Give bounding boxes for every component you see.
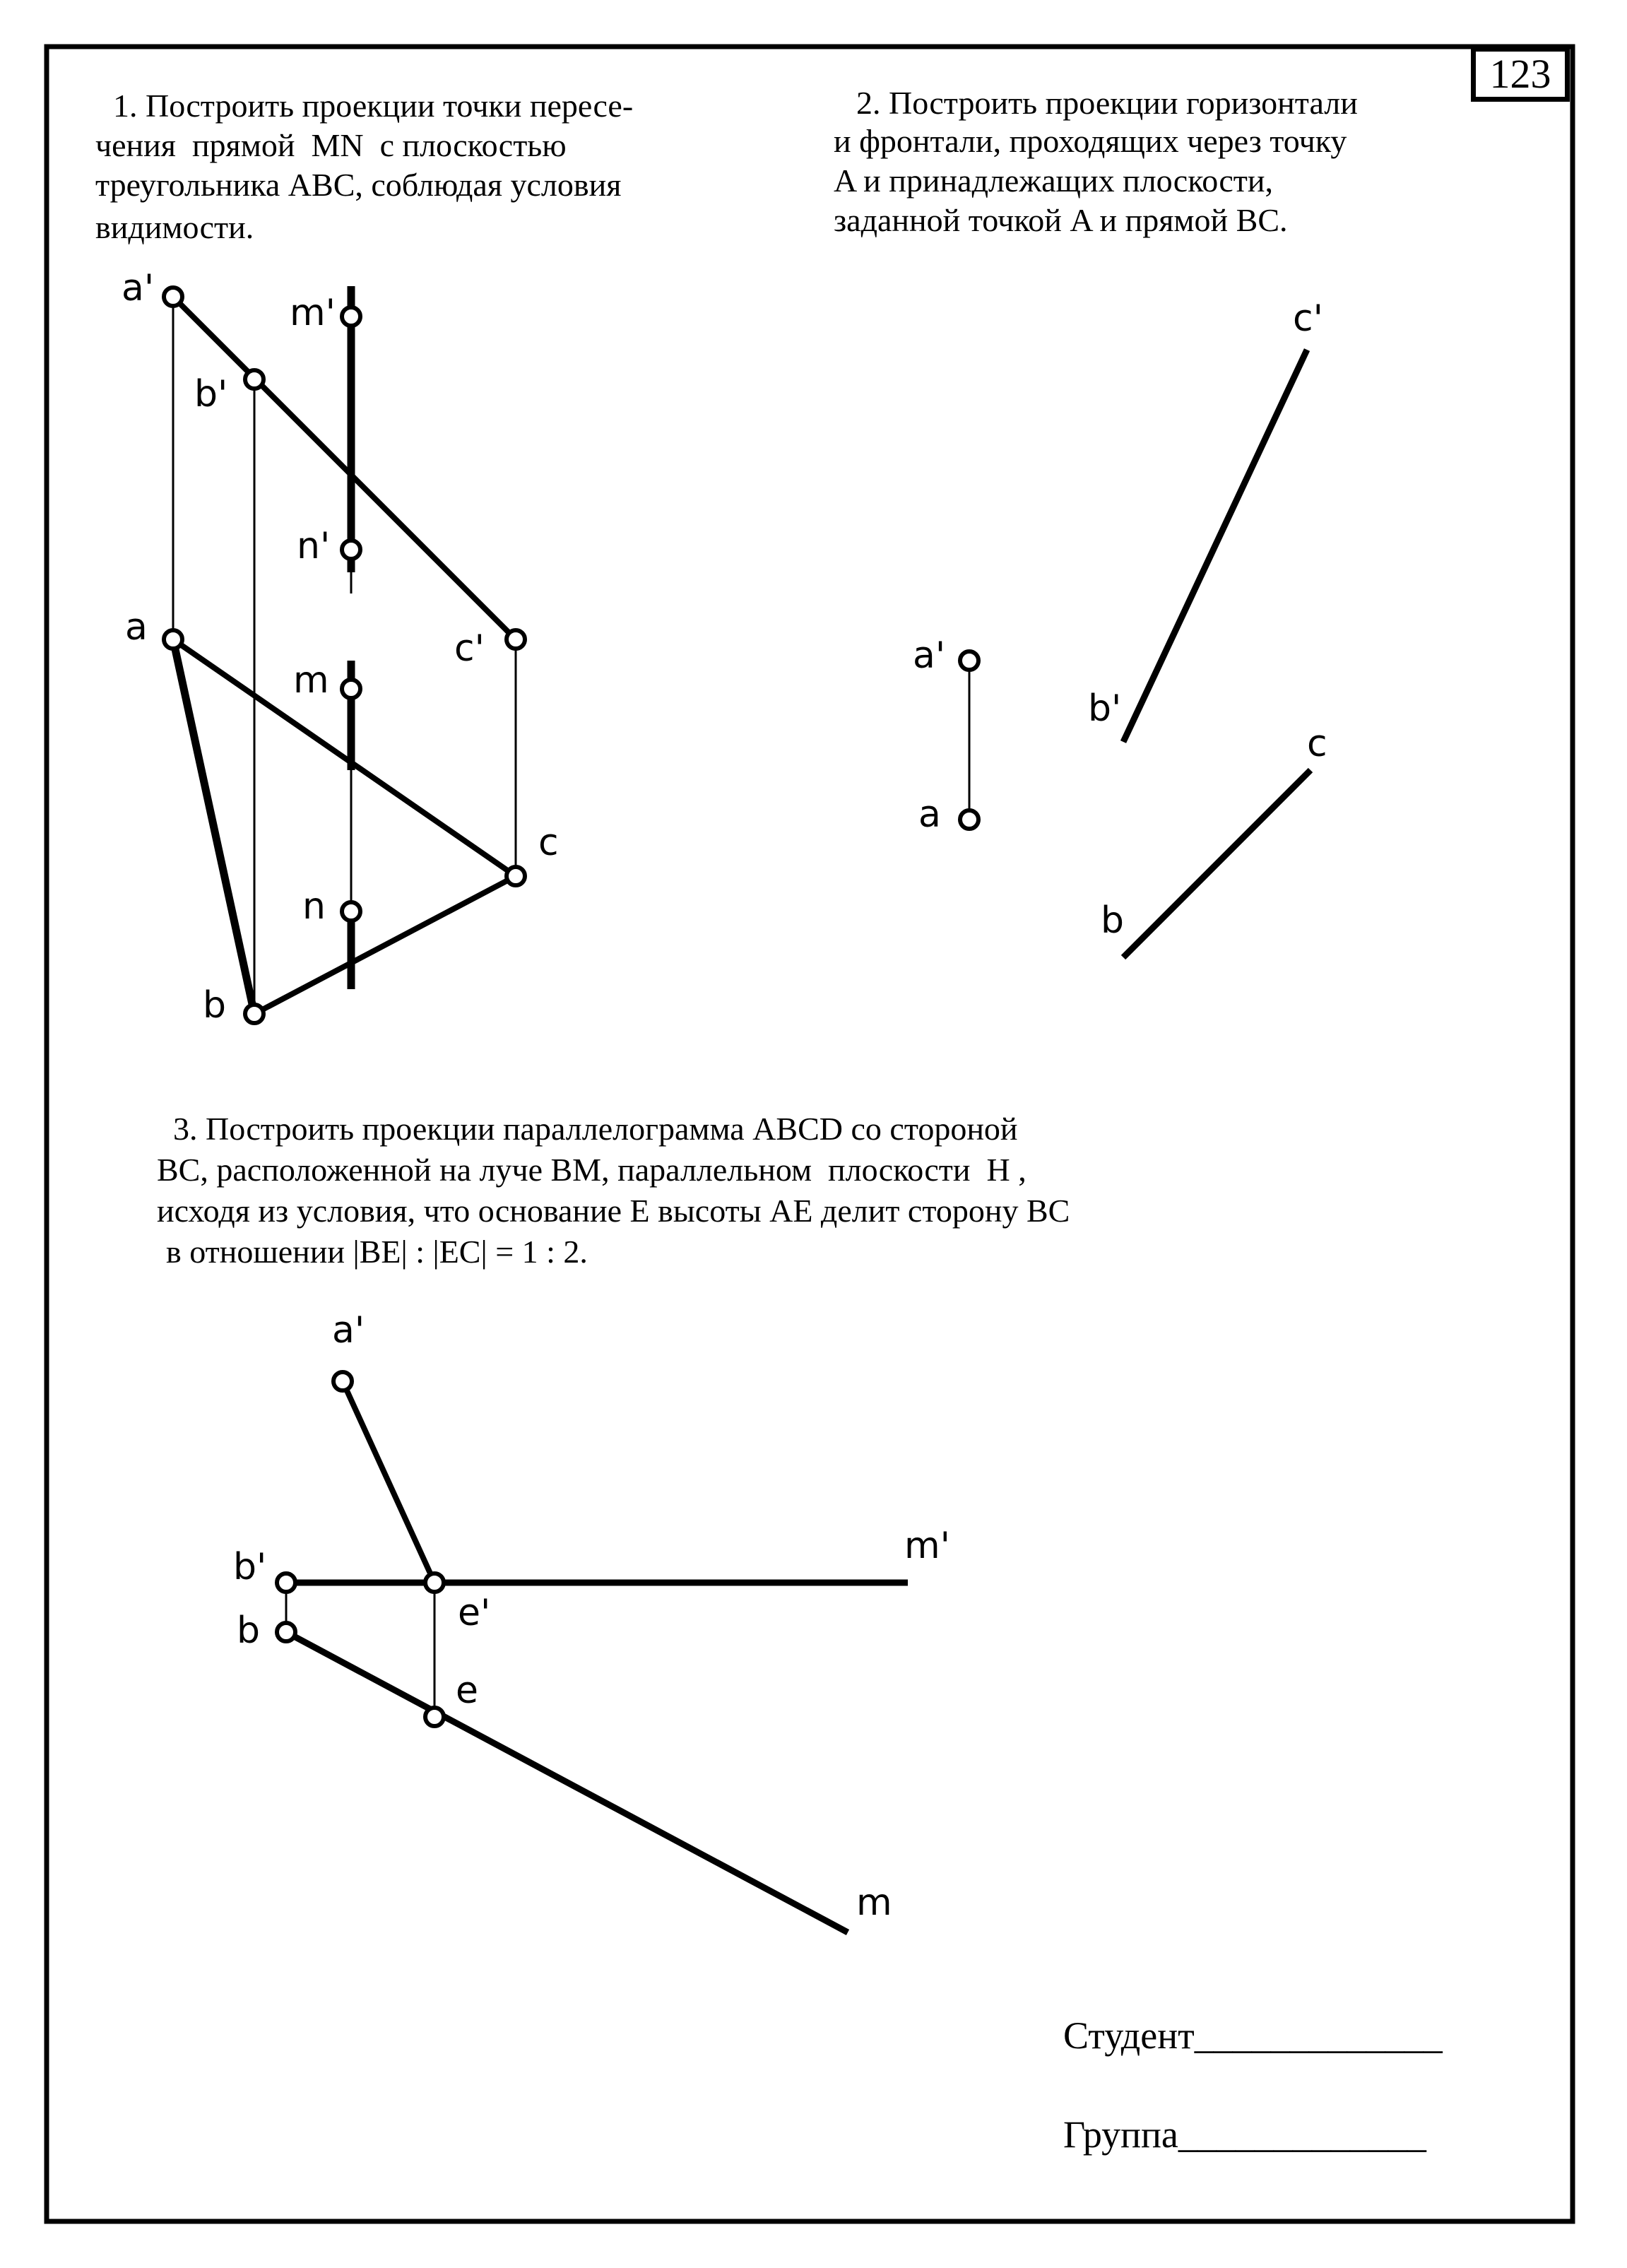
label-a: a (125, 606, 148, 649)
label-c-prime: c' (454, 627, 485, 670)
point-n-prime (342, 541, 360, 559)
line-ab (173, 639, 254, 1014)
point-a-2 (960, 810, 978, 829)
point-m (342, 680, 360, 698)
task2-line-1: 2. Построить проекции горизонтали (856, 85, 1358, 121)
task3-line-4: в отношении |BE| : |EC| = 1 : 2. (166, 1234, 588, 1270)
point-a-prime (164, 288, 182, 306)
label3-a-prime: a' (332, 1309, 365, 1352)
line-ac (173, 639, 516, 876)
label3-e-prime: e' (458, 1592, 491, 1634)
group-field: Группа_____________ (1063, 2113, 1426, 2156)
task3-drawing (277, 1372, 908, 1932)
point-b-prime-3 (277, 1573, 295, 1592)
line-a-prime-e-prime (343, 1381, 434, 1583)
line-b-m (286, 1632, 848, 1932)
label2-b-prime: b' (1088, 687, 1122, 730)
label2-c: c (1307, 723, 1327, 765)
label3-m-prime: m' (904, 1525, 950, 1567)
task2-line-4: заданной точкой A и прямой BC. (834, 202, 1288, 238)
label3-e: e (456, 1670, 478, 1712)
label3-m: m (856, 1882, 892, 1924)
label-m: m (293, 659, 329, 702)
point-b-prime (245, 370, 264, 389)
task1-line-3: треугольника ABC, соблюдая условия (95, 167, 622, 203)
task2-line-3: A и принадлежащих плоскости, (834, 163, 1274, 199)
label-b: b (203, 984, 227, 1027)
task3-line-2: BC, расположенной на луче BM, параллельном плоскости H , (157, 1152, 1027, 1188)
task3-line-1: 3. Построить проекции параллелограмма ABCD со стороной (173, 1111, 1018, 1147)
label-b-prime: b' (194, 373, 228, 415)
point-e-prime-3 (425, 1573, 444, 1592)
point-c-prime (507, 630, 525, 649)
task2-line-2: и фронтали, проходящих через точку (834, 123, 1347, 159)
line-a-prime-c-prime (173, 297, 516, 639)
label-a-prime: a' (122, 267, 155, 309)
point-b-3 (277, 1623, 295, 1641)
point-a (164, 630, 182, 649)
label-n-prime: n' (297, 525, 331, 567)
point-c (507, 867, 525, 885)
label3-b: b (237, 1610, 261, 1652)
task3-labels (233, 1309, 950, 1924)
point-a-prime-2 (960, 651, 978, 670)
page-number: 123 (1471, 47, 1570, 102)
line-bc-2 (1123, 770, 1311, 957)
point-m-prime (342, 307, 360, 326)
task1-line-4: видимости. (95, 209, 254, 245)
point-a-prime-3 (333, 1372, 352, 1390)
task3-line-3: исходя из условия, что основание E высоты AE делит сторону BC (157, 1193, 1070, 1229)
point-b (245, 1005, 264, 1023)
label2-a-prime: a' (913, 634, 946, 677)
line-b-prime-c-prime (1123, 350, 1307, 742)
label-m-prime: m' (290, 292, 336, 334)
task2-labels (913, 297, 1327, 942)
task2-drawing (960, 350, 1311, 957)
label2-b: b (1101, 899, 1125, 942)
task1-line-1: 1. Построить проекции точки пересе- (113, 88, 634, 124)
label-n: n (302, 885, 326, 928)
label3-b-prime: b' (233, 1546, 267, 1588)
point-e-3 (425, 1708, 444, 1726)
point-n (342, 902, 360, 921)
student-field: Студент_____________ (1063, 2014, 1443, 2057)
label2-a: a (918, 793, 941, 836)
line-bc (254, 876, 516, 1014)
task1-line-2: чения прямой MN с плоскостью (95, 127, 567, 163)
label2-c-prime: c' (1293, 297, 1323, 340)
label-c: c (538, 822, 559, 864)
